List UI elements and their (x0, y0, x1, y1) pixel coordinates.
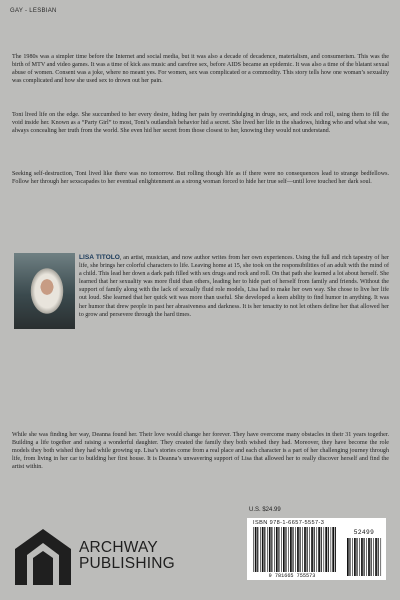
description-paragraph-2: Toni lived life on the edge. She succumbed to her every desire, hiding her pain by overindulging in drugs, sex, and rock and roll, using them to fill the void inside her. Known as a “Party Girl” to most, Toni’s outlandish behavior hid a secret. She lived her life in the shadows, hiding who and what she was, always concealing her truth from the world. She even hid her secret from those closest to her, knowing they would not understand. (12, 112, 389, 135)
barcode-bar (371, 538, 372, 576)
barcode-bar (332, 527, 334, 572)
barcode-bar (304, 527, 306, 572)
publisher-name-line2: PUBLISHING (79, 555, 175, 572)
barcode (247, 518, 386, 580)
barcode-bar (274, 527, 275, 572)
barcode-bar (255, 527, 257, 572)
barcode-bar (309, 527, 310, 572)
price-label: U.S. $24.99 (249, 507, 281, 513)
barcode-bar (316, 527, 317, 572)
author-bio (12, 254, 389, 326)
isbn-label: ISBN 978-1-6657-5557-3 (253, 520, 325, 526)
barcode-bar (300, 527, 301, 572)
closing-paragraph: While she was finding her way, Deanna found her. Their love would change her forever. They have overcome many obstacles in their 31 years together. Building a life together and raising a wonderful daughter. They created the family they both wished they had. Moreover, they have become the role models they both wished they had while growing up. Lisa’s stories come from a real place and each character is a part of her challenging journey through life, from living in her car to building her first house. It is Deanna’s unwavering support of Lisa that allowed her to really discover herself and find the artist within. (12, 432, 389, 471)
description-paragraph-1: The 1980s was a simpler time before the Internet and social media, but it was also a decade of decadence, materialism, and consumerism. This was the birth of MTV and video games. It was a time of kick ass music and carefree sex, before AIDS became an epidemic. It was also a time of the blatant sexual abuse of women. Consent was a joke, where no meant yes. For women, sex was complicated or a commodity. This story tells how one woman’s sexuality was complicated and how she used sex to drown out her pain. (12, 54, 389, 85)
barcode-bar (321, 527, 322, 572)
barcode-bar (335, 527, 336, 572)
barcode-bar (278, 527, 279, 572)
barcode-bar (297, 527, 299, 572)
barcode-bar (359, 538, 360, 576)
barcode-bar (324, 527, 325, 572)
barcode-bar (375, 538, 377, 576)
barcode-bar (328, 527, 329, 572)
barcode-bar (373, 538, 374, 576)
price-code: 52499 (353, 529, 375, 536)
barcode-bar (361, 538, 363, 576)
barcode-bar (290, 527, 292, 572)
publisher-name-line1: ARCHWAY (79, 539, 158, 556)
barcode-bar (314, 527, 315, 572)
genre-label: GAY - LESBIAN (10, 8, 57, 14)
barcode-bar (311, 527, 313, 572)
barcode-bar (267, 527, 268, 572)
barcode-bar (347, 538, 349, 576)
barcode-bar (302, 527, 303, 572)
barcode-bar (318, 527, 320, 572)
barcode-bar (307, 527, 308, 572)
description-paragraph-3: Seeking self-destruction, Toni lived like there was no tomorrow. But rolling though life as if there were no consequences lead to strange bedfellows. Follow her through her sexscapades to her eventual enlightenment as a strong woman forced to hide her true self—until love touched her dark soul. (12, 171, 389, 186)
barcode-bar (364, 538, 365, 576)
author-name: LISA TITOLO (79, 254, 120, 261)
barcode-bar (283, 527, 285, 572)
barcode-bar (380, 538, 381, 576)
publisher-name (79, 540, 175, 572)
barcode-bar (281, 527, 282, 572)
barcode-bar (292, 527, 293, 572)
barcode-bar (271, 527, 272, 572)
barcode-bar (262, 527, 264, 572)
barcode-bar (354, 538, 356, 576)
author-bio-text: , an artist, musician, and now author writes from her own experiences. Using the full and rich tapestry of her life, she brings her colorful characters to life. Leaving home at 15, she took on the responsibilities of an adult with the mind of a child. This lead her down a dark path filled with sex drugs and rock and roll. On that path she learned a lot about herself. She learned that her sexuality was more fluid than others, leading her to hide part of herself from family and friends. Without the support of family along with the lack of sexually fluid role models, Lisa had to make her own way. She chose to live her life out loud. She learned that her quick wit was more than useful. She developed a keen ability to find humor in anything. It was her humor that drew people in past her abrasiveness and darkness. It is her tenacity to not let others define her that allowed her to grow and persevere through the hard times. (79, 255, 389, 318)
barcode-bar (349, 538, 350, 576)
barcode-bar (325, 527, 327, 572)
barcode-bar (285, 527, 286, 572)
barcode-bar (257, 527, 258, 572)
barcode-bar (269, 527, 271, 572)
barcode-bar (368, 538, 370, 576)
barcode-bars (247, 518, 386, 580)
barcode-bar (276, 527, 278, 572)
barcode-bar (260, 527, 261, 572)
barcode-bar (288, 527, 289, 572)
barcode-bar (331, 527, 332, 572)
barcode-bar (295, 527, 296, 572)
barcode-bar (366, 538, 367, 576)
barcode-bar (356, 538, 357, 576)
barcode-bar (378, 538, 379, 576)
publisher-logo-icon (13, 527, 73, 587)
barcode-bar (352, 538, 353, 576)
barcode-bar (264, 527, 265, 572)
ean-number: 9 781665 755573 (268, 573, 316, 579)
barcode-bar (253, 527, 254, 572)
